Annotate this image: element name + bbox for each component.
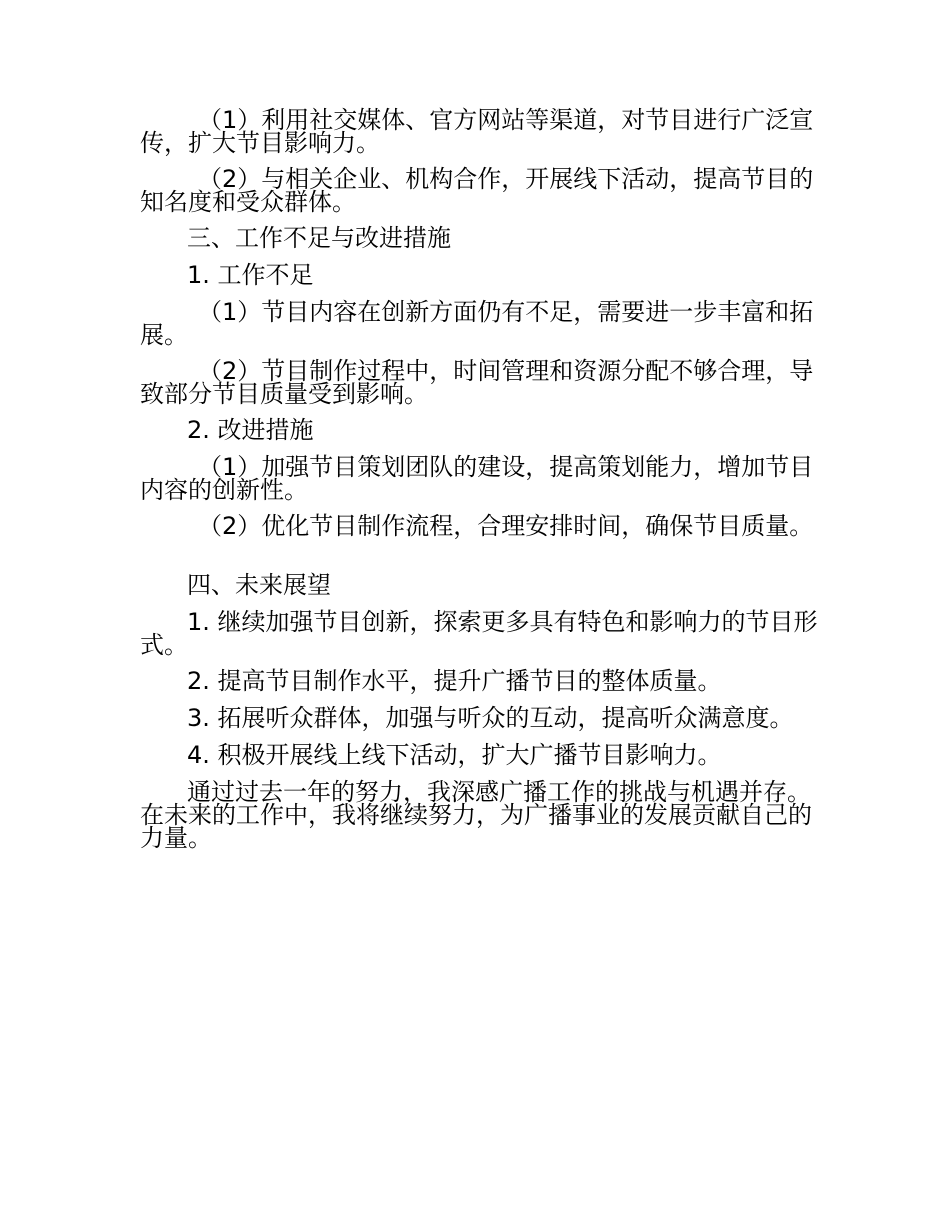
paragraph-shortcoming-2: （2）节目制作过程中，时间管理和资源分配不够合理，导致部分节目质量受到影响。 bbox=[140, 357, 814, 408]
paragraph-outlook-4: 4. 积极开展线上线下活动，扩大广播节目影响力。 bbox=[187, 741, 722, 769]
paragraph-improvement-2: （2）优化节目制作流程，合理安排时间，确保节目质量。 bbox=[198, 512, 814, 540]
paragraph-outlook-3: 3. 拓展听众群体，加强与听众的互动，提高听众满意度。 bbox=[187, 704, 794, 732]
paragraph-outlook-2: 2. 提高节目制作水平，提升广播节目的整体质量。 bbox=[187, 667, 722, 695]
subheading-shortcomings: 1. 工作不足 bbox=[187, 261, 314, 289]
section-heading-shortcomings: 三、工作不足与改进措施 bbox=[187, 224, 451, 252]
paragraph-conclusion: 通过过去一年的努力，我深感广播工作的挑战与机遇并存。在未来的工作中，我将继续努力，为广播事业的发展贡献自己的力量。 bbox=[140, 778, 812, 852]
paragraph-promotion-offline: （2）与相关企业、机构合作，开展线下活动，提高节目的知名度和受众群体。 bbox=[140, 165, 814, 216]
subheading-improvements: 2. 改进措施 bbox=[187, 416, 314, 444]
paragraph-improvement-1: （1）加强节目策划团队的建设，提高策划能力，增加节目内容的创新性。 bbox=[140, 453, 814, 504]
paragraph-outlook-1: 1. 继续加强节目创新，探索更多具有特色和影响力的节目形式。 bbox=[140, 608, 818, 659]
paragraph-promotion-online: （1）利用社交媒体、官方网站等渠道，对节目进行广泛宣传，扩大节目影响力。 bbox=[140, 106, 814, 157]
section-heading-outlook: 四、未来展望 bbox=[187, 571, 331, 599]
paragraph-shortcoming-1: （1）节目内容在创新方面仍有不足，需要进一步丰富和拓展。 bbox=[140, 298, 814, 349]
